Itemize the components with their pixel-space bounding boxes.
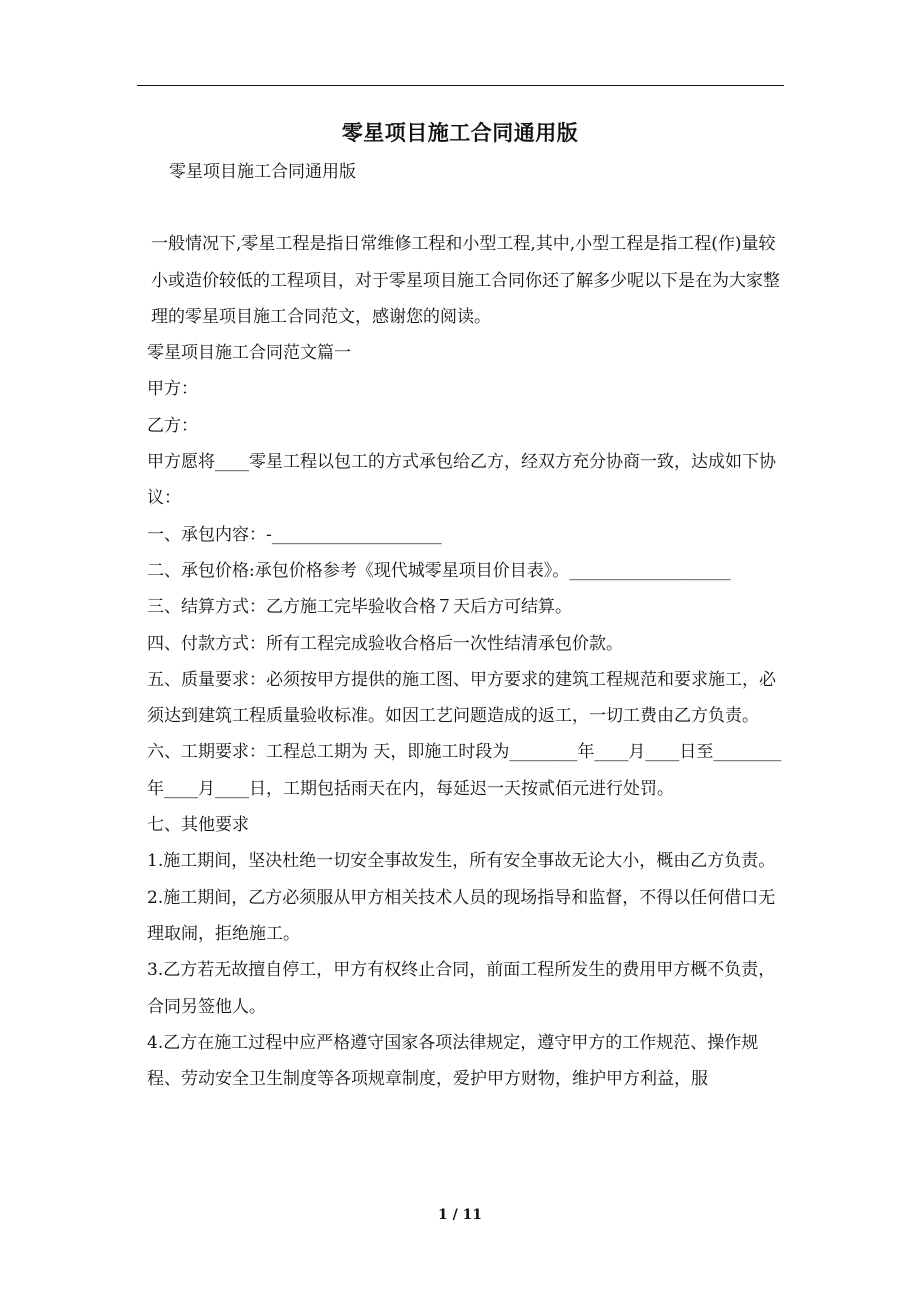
document-subtitle: 零星项目施工合同通用版	[169, 162, 356, 182]
clause-7: 七、其他要求	[147, 815, 249, 836]
party-a-line: 甲方：	[147, 379, 198, 400]
clause-7-item-4: 4.乙方在施工过程中应严格遵守国家各项法律规定，遵守甲方的工作规范、操作规程、劳动安全卫生制度等各项规章制度，爱护甲方财物，维护甲方利益，服	[147, 1032, 759, 1090]
section-heading: 零星项目施工合同范文篇一	[147, 343, 351, 364]
clause-1: 一、承包内容：-____________________	[147, 524, 442, 545]
clause-2: 二、承包价格:承包价格参考《现代城零星项目价目表》。___________________	[147, 560, 731, 581]
clause-7-item-3: 3.乙方若无故擅自停工，甲方有权终止合同，前面工程所发生的费用甲方概不负责，合同另签他人。	[147, 960, 776, 1017]
document-body	[137, 154, 785, 1097]
clause-4: 四、付款方式：所有工程完成验收合格后一次性结清承包价款。	[147, 633, 623, 654]
clause-3: 三、结算方式：乙方施工完毕验收合格７天后方可结算。	[147, 597, 572, 618]
clause-6: 六、工期要求：工程总工期为 天，即施工时段为________年____月____日至________年____月____日，工期包括雨天在内，每延迟一天按贰佰元进行处罚。	[147, 742, 782, 799]
clause-5: 五、质量要求：必须按甲方提供的施工图、甲方要求的建筑工程规范和要求施工，必须达到建筑工程质量验收标准。如因工艺问题造成的返工，一切工费由乙方负责。	[147, 669, 776, 727]
clause-7-item-2: 2.施工期间，乙方必须服从甲方相关技术人员的现场指导和监督，不得以任何借口无理取闹，拒绝施工。	[147, 887, 776, 944]
header-rule	[137, 85, 784, 86]
document-title: 零星项目施工合同通用版	[341, 120, 579, 145]
clause-7-item-1: 1.施工期间，坚决杜绝一切安全事故发生，所有安全事故无论大小，概由乙方负责。	[147, 851, 776, 872]
agreement-paragraph: 甲方愿将____零星工程以包工的方式承包给乙方，经双方充分协商一致，达成如下协议：	[147, 452, 776, 509]
party-b-line: 乙方：	[147, 415, 198, 436]
page-number: 1 / 11	[437, 1207, 483, 1223]
intro-paragraph: 一般情况下,零星工程是指日常维修工程和小型工程,其中,小型工程是指工程(作)量较小或造价较低的工程项目，对于零星项目施工合同你还了解多少呢以下是在为大家整理的零星项目施工合同范文，感谢您的阅读。	[151, 234, 780, 327]
